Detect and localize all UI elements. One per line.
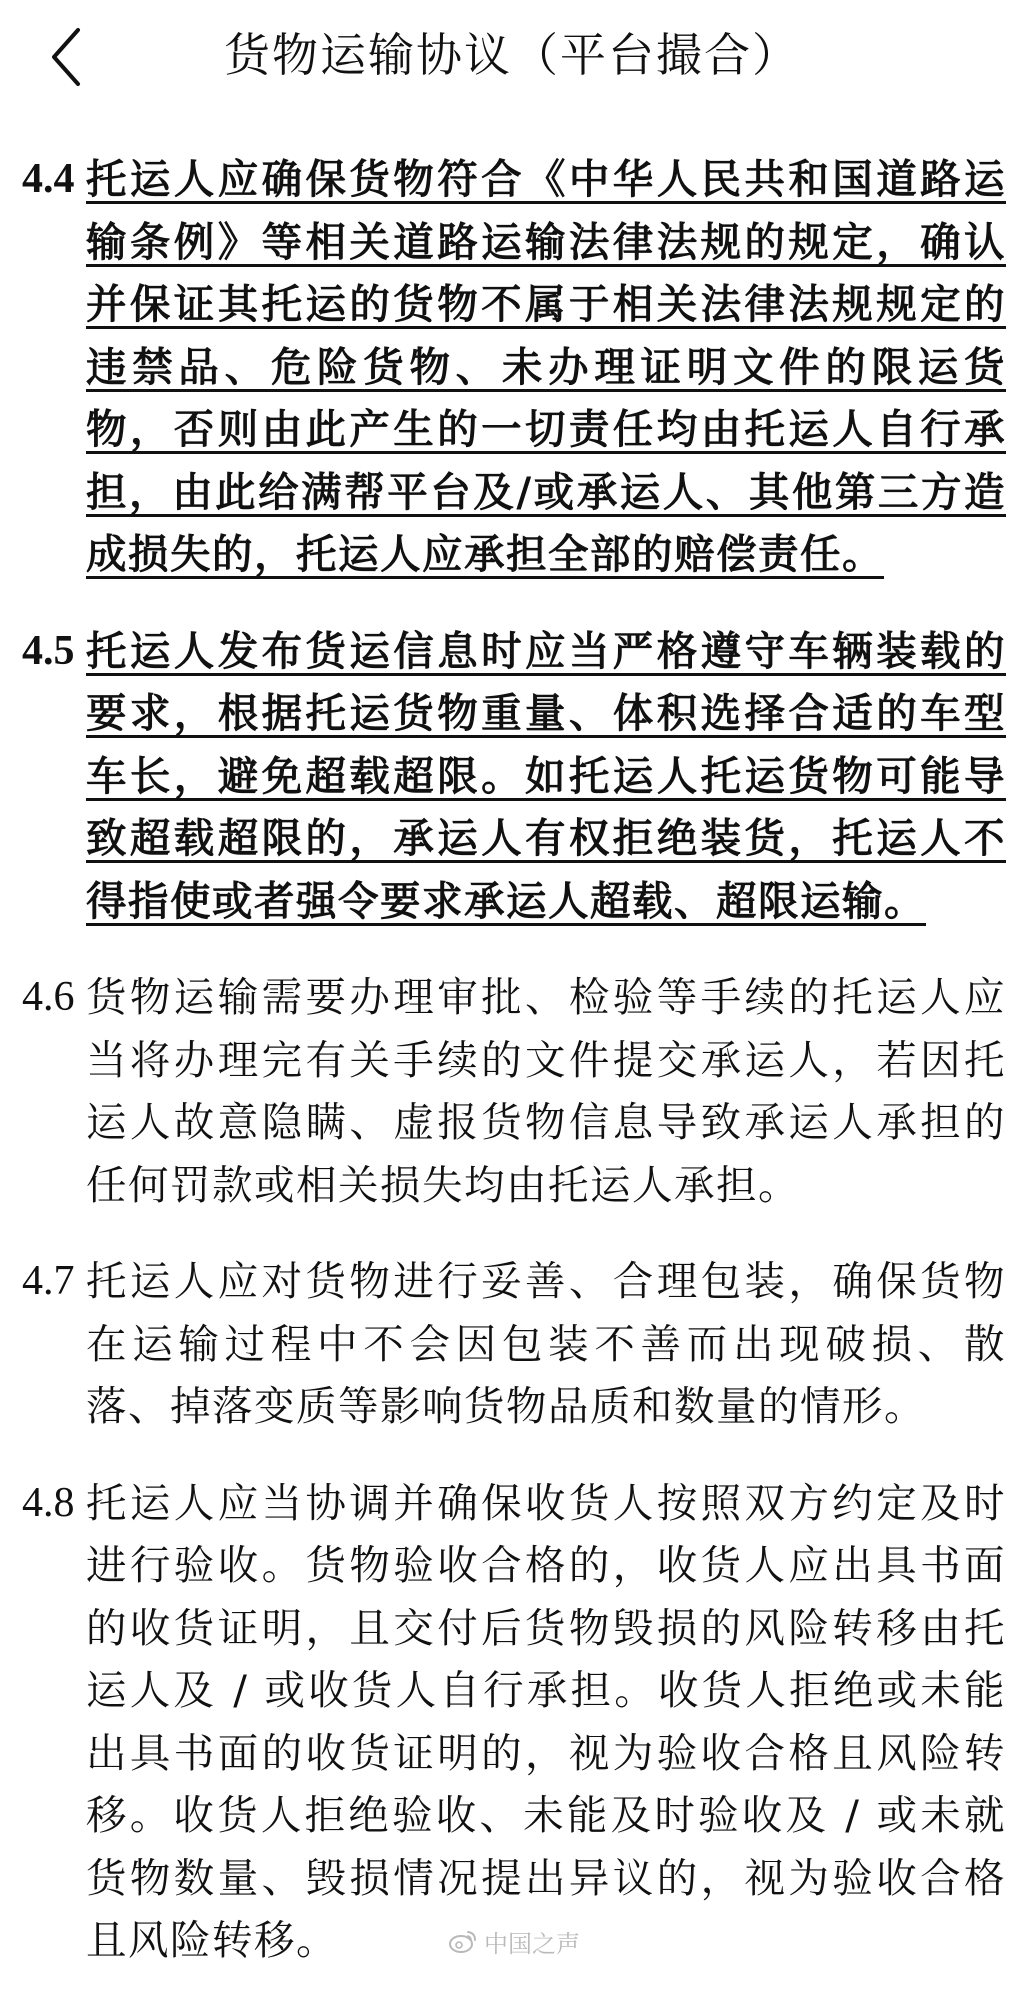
page-title: 货物运输协议（平台撮合） [224, 28, 800, 82]
agreement-content [0, 148, 1024, 2006]
clause-4-6 [0, 966, 1024, 1216]
clause-number: 4.5 [22, 627, 75, 674]
clause-number: 4.8 [22, 1479, 75, 1526]
clause-text: 托运人应确保货物符合《中华人民共和国道路运输条例》等相关道路运输法律法规的规定，确认并保证其托运的货物不属于相关法律法规规定的违禁品、危险货物、未办理证明文件的限运货物，否则由此产生的一切责任均由托运人自行承担，由此给满帮平台及/或承运人、其他第三方造成损失的，托运人应承担全部的赔偿责任。 [86, 155, 1006, 578]
clause-4-8 [0, 1472, 1024, 1972]
clause-text: 货物运输需要办理审批、检验等手续的托运人应当将办理完有关手续的文件提交承运人，若因托运人故意隐瞒、虚报货物信息导致承运人承担的任何罚款或相关损失均由托运人承担。 [86, 973, 1006, 1209]
watermark-text: 中国之声 [484, 1929, 580, 1958]
clause-number: 4.4 [22, 156, 75, 202]
app-header [0, 0, 1024, 112]
watermark [448, 1926, 580, 1956]
clause-4-7 [0, 1250, 1024, 1438]
clause-text: 托运人应当协调并确保收货人按照双方约定及时进行验收。货物验收合格的，收货人应出具书面的收货证明，且交付后货物毁损的风险转移由托运人及 / 或收货人自行承担。收货人拒绝或未能出具书面的收货证明的，视为验收合格且风险转移。收货人拒绝验收、未能及时验收及 / 或未就货物数量、毁损情况提出异议的，视为验收合格且风险转移。 [86, 1478, 1006, 1964]
clause-text: 托运人应对货物进行妥善、合理包装，确保货物在运输过程中不会因包装不善而出现破损、散落、掉落变质等影响货物品质和数量的情形。 [86, 1257, 1006, 1430]
clause-number: 4.6 [22, 974, 75, 1020]
clause-4-4 [0, 148, 1024, 586]
clause-number: 4.7 [22, 1258, 75, 1304]
weibo-icon [448, 1928, 478, 1954]
clause-4-5 [0, 620, 1024, 933]
clause-text: 托运人发布货运信息时应当严格遵守车辆装载的要求，根据托运货物重量、体积选择合适的车型车长，避免超载超限。如托运人托运货物可能导致超载超限的，承运人有权拒绝装货，托运人不得指使或者强令要求承运人超载、超限运输。 [86, 626, 1006, 925]
